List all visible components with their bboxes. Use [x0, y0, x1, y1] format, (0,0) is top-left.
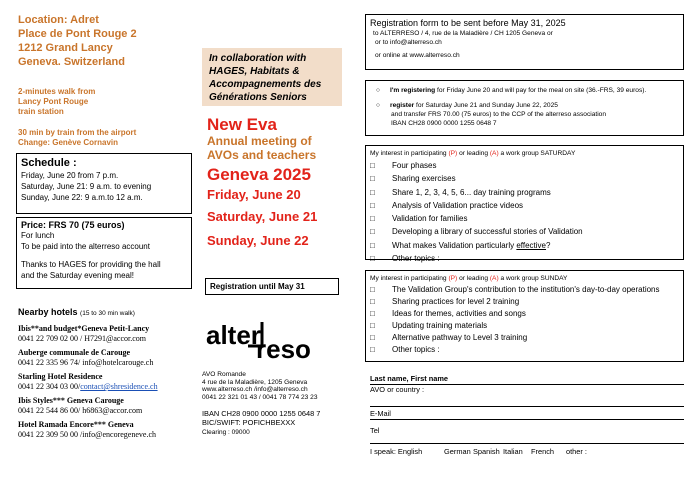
- checkbox-icon[interactable]: □: [370, 240, 375, 250]
- option-weekend-line-2: and transfer FRS 70.00 (75 euros) to the CCP of the alterreso association: [391, 111, 607, 118]
- checkbox-icon[interactable]: □: [370, 309, 375, 318]
- train-info: [18, 128, 136, 148]
- saturday-item[interactable]: [370, 225, 679, 238]
- hotel-contact-phone: 0041 22 304 03 00/: [18, 382, 81, 391]
- saturday-item[interactable]: [370, 239, 679, 252]
- hotel-item: [18, 324, 198, 344]
- price-box: [16, 217, 192, 289]
- event-day-3: Sunday, June 22: [207, 233, 309, 248]
- walk-line-1: 2-minutes walk from: [18, 87, 96, 96]
- event-title-block: [207, 115, 347, 253]
- org-line: AVO Romande: [202, 371, 246, 378]
- schedule-line: Friday, June 20 from 7 p.m.: [21, 171, 119, 180]
- saturday-item-label: Other topics :: [392, 254, 440, 264]
- hotels-heading: [18, 306, 198, 320]
- hotels-title-note: (15 to 30 min walk): [80, 310, 135, 317]
- price-line: To be paid into the alterreso account: [21, 241, 150, 251]
- sunday-item-label: Alternative pathway to Level 3 training: [392, 333, 528, 342]
- saturday-workgroup-box: [365, 145, 684, 264]
- language-option[interactable]: German: [444, 447, 471, 456]
- hotel-contact: 0041 22 544 86 00/ h6863@accor.com: [18, 406, 143, 415]
- form-title: Registration form to be sent before May 31, 2025: [370, 18, 566, 28]
- bank-line: BIC/SWIFT: POFICHBEXXX: [202, 418, 296, 428]
- bank-line: Clearing : 09000: [202, 428, 250, 436]
- option-weekend-bold: register: [390, 102, 415, 109]
- option-weekend-rest: for Saturday June 21 and Sunday June 22, 2025: [414, 102, 558, 109]
- checkbox-icon[interactable]: □: [370, 187, 375, 197]
- registration-until-box: [205, 278, 339, 295]
- tel-field[interactable]: Tel: [370, 426, 684, 444]
- checkbox-icon[interactable]: □: [370, 161, 375, 170]
- checkbox-icon[interactable]: □: [370, 345, 375, 354]
- sunday-intro-a: My interest in participating: [370, 275, 449, 282]
- saturday-item-label: Sharing exercises: [392, 174, 456, 184]
- location-line-1: Location: Adret: [18, 14, 99, 26]
- location-line-4: Geneva. Switzerland: [18, 56, 125, 68]
- schedule-line: Sunday, June 22: 9 a.m.to 12 a.m.: [21, 193, 143, 202]
- saturday-intro-b: or leading: [457, 150, 490, 157]
- saturday-a: (A): [489, 150, 499, 157]
- walk-info: [18, 87, 95, 117]
- hotels-section: [18, 306, 198, 440]
- hotel-contact: [18, 382, 198, 392]
- hotel-item: [18, 396, 198, 416]
- price-line: [21, 252, 187, 260]
- form-email: or to info@alterreso.ch: [375, 39, 442, 46]
- option-friday-text: [390, 86, 646, 95]
- event-day-1: Friday, June 20: [207, 187, 301, 202]
- radio-icon[interactable]: ○: [376, 102, 380, 109]
- event-city: Geneva 2025: [207, 165, 311, 184]
- checkbox-icon[interactable]: □: [370, 297, 375, 306]
- price-line: and the Saturday evening meal!: [21, 270, 134, 280]
- saturday-item[interactable]: [370, 252, 679, 265]
- hotel-contact-link[interactable]: contact@shresidence.ch: [80, 382, 158, 391]
- price-line: For lunch: [21, 231, 55, 240]
- org-line: 4 rue de la Maladière, 1205 Geneva: [202, 378, 308, 386]
- saturday-item[interactable]: [370, 199, 679, 212]
- hotel-item: [18, 348, 198, 368]
- saturday-item[interactable]: [370, 212, 679, 225]
- sunday-item[interactable]: [370, 308, 679, 320]
- saturday-item[interactable]: [370, 186, 679, 199]
- email-field[interactable]: E-Mail: [370, 409, 684, 420]
- hotel-name: Hotel Ramada Encore*** Geneva: [18, 420, 134, 429]
- event-name: New Eva: [207, 115, 277, 134]
- sunday-item-label: Updating training materials: [392, 321, 488, 330]
- hotel-name: Starling Hotel Residence: [18, 372, 103, 381]
- languages-row: [370, 447, 684, 457]
- walk-line-2: Lancy Pont Rouge: [18, 97, 89, 106]
- checkbox-icon[interactable]: □: [370, 174, 375, 184]
- org-contact: [202, 371, 318, 401]
- saturday-item[interactable]: [370, 159, 679, 172]
- form-online[interactable]: or online at www.alterreso.ch: [375, 52, 460, 59]
- name-field[interactable]: Last name, First name: [370, 374, 684, 385]
- hotel-name: Auberge communale de Carouge: [18, 348, 131, 357]
- saturday-item[interactable]: [370, 172, 679, 185]
- price-title: Price: FRS 70 (75 euros): [21, 220, 125, 230]
- bank-line: IBAN CH28 0900 0000 1255 0648 7: [202, 409, 321, 418]
- language-option[interactable]: other :: [566, 447, 587, 456]
- org-line: www.alterreso.ch /info@alterreso.ch: [202, 386, 308, 394]
- sunday-p: (P): [448, 275, 458, 282]
- collab-text: In collaboration with HAGES, Habitats & Accompagnements des Générations Seniors: [209, 53, 322, 103]
- location-block: [18, 13, 137, 69]
- location-line-3: 1212 Grand Lancy: [18, 42, 113, 54]
- price-line: Thanks to HAGES for providing the hall: [21, 260, 161, 269]
- alterreso-logo-graphic: [204, 318, 316, 362]
- option-friday-bold: I'm registering: [390, 87, 436, 94]
- option-friday-rest: for Friday June 20 and will pay for the meal on site (36.-FRS, 39 euros).: [435, 87, 647, 94]
- option-weekend-text: [390, 101, 558, 110]
- saturday-intro: [370, 149, 679, 159]
- avo-field[interactable]: AVO or country :: [370, 385, 684, 407]
- sunday-item[interactable]: [370, 284, 679, 296]
- train-line-1: 30 min by train from the airport: [18, 128, 137, 137]
- option-friday[interactable]: [370, 86, 679, 95]
- saturday-item-label: Validation for families: [392, 214, 468, 224]
- form-address: to ALTERRESO / 4, rue de la Maladière / CH 1205 Geneva or: [373, 30, 553, 37]
- sunday-item-label: Ideas for themes, activities and songs: [392, 309, 526, 318]
- registration-form-header-box: [365, 14, 684, 70]
- checkbox-icon[interactable]: □: [370, 227, 375, 237]
- schedule-box: [16, 153, 192, 214]
- saturday-intro-a: My interest in participating: [370, 150, 449, 157]
- hotel-item: [18, 420, 198, 440]
- registration-options-box: [365, 80, 684, 136]
- sunday-item[interactable]: [370, 332, 679, 344]
- emphasis-word: effective: [516, 240, 547, 250]
- hotel-name: Ibis**and budget*Geneva Petit-Lancy: [18, 324, 150, 333]
- sunday-item[interactable]: [370, 320, 679, 332]
- saturday-item-label: Developing a library of successful stories of Validation: [392, 227, 583, 237]
- saturday-p: (P): [448, 150, 458, 157]
- location-line-2: Place de Pont Rouge 2: [18, 28, 137, 40]
- languages-label: I speak: English: [370, 447, 423, 456]
- hotel-item: [18, 372, 198, 392]
- language-option[interactable]: Spanish: [473, 447, 500, 456]
- logo-word-1: alter: [206, 320, 261, 350]
- checkbox-icon[interactable]: □: [370, 200, 375, 210]
- language-option[interactable]: French: [531, 447, 555, 456]
- radio-icon[interactable]: ○: [376, 87, 380, 94]
- checkbox-icon[interactable]: □: [370, 285, 375, 294]
- saturday-item-label: Four phases: [392, 161, 437, 170]
- checkbox-icon[interactable]: □: [370, 333, 375, 342]
- checkbox-icon[interactable]: □: [370, 254, 375, 264]
- sunday-a: (A): [489, 275, 499, 282]
- hotel-name: Ibis Styles*** Geneva Carouge: [18, 396, 124, 405]
- saturday-item-label: Analysis of Validation practice videos: [392, 200, 524, 210]
- schedule-line: Saturday, June 21: 9 a.m. to evening: [21, 182, 152, 191]
- saturday-item-label: What makes Validation particularly effective?: [392, 240, 551, 250]
- event-day-2: Saturday, June 21: [207, 209, 318, 224]
- sunday-workgroup-box: [365, 270, 684, 362]
- hotel-contact: 0041 22 309 50 00 /info@encoregeneve.ch: [18, 430, 156, 439]
- language-option[interactable]: Italian: [503, 447, 523, 456]
- hotel-contact: 0041 22 709 02 00 / H7291@accor.com: [18, 334, 147, 343]
- option-weekend[interactable]: [370, 101, 679, 110]
- sunday-item-label: Other topics :: [392, 345, 440, 354]
- personal-fields: [370, 374, 684, 457]
- sunday-intro: [370, 274, 679, 284]
- sunday-item-label: The Validation Group's contribution to the institution's day-to-day operations: [392, 285, 660, 294]
- sunday-item[interactable]: [370, 344, 679, 356]
- checkbox-icon[interactable]: □: [370, 321, 375, 330]
- option-weekend-line-3: IBAN CH28 0900 0000 1255 0648 7: [391, 120, 497, 127]
- sunday-item-label: Sharing practices for level 2 training: [392, 297, 520, 306]
- train-line-2: Change: Genève Cornavin: [18, 138, 119, 147]
- saturday-intro-c: a work group SATURDAY: [498, 150, 576, 157]
- schedule-title: Schedule :: [21, 157, 77, 169]
- hotel-contact: 0041 22 335 96 74/ info@hotelcarouge.ch: [18, 358, 154, 367]
- sunday-intro-c: a work group SUNDAY: [498, 275, 568, 282]
- walk-line-3: train station: [18, 107, 64, 116]
- org-bank: [202, 409, 320, 437]
- hotels-title: Nearby hotels: [18, 307, 78, 317]
- sunday-intro-b: or leading: [457, 275, 490, 282]
- event-subtitle: Annual meeting of AVOs and teachers: [207, 134, 317, 162]
- sunday-item[interactable]: [370, 296, 679, 308]
- logo-word-2: reso: [256, 334, 311, 362]
- org-line: 0041 22 321 01 43 / 0041 78 774 23 23: [202, 393, 318, 401]
- checkbox-icon[interactable]: □: [370, 214, 375, 224]
- alterreso-logo: [204, 318, 316, 362]
- saturday-item-label: Share 1, 2, 3, 4, 5, 6... day training programs: [392, 187, 551, 197]
- registration-until-text: Registration until May 31: [210, 282, 305, 291]
